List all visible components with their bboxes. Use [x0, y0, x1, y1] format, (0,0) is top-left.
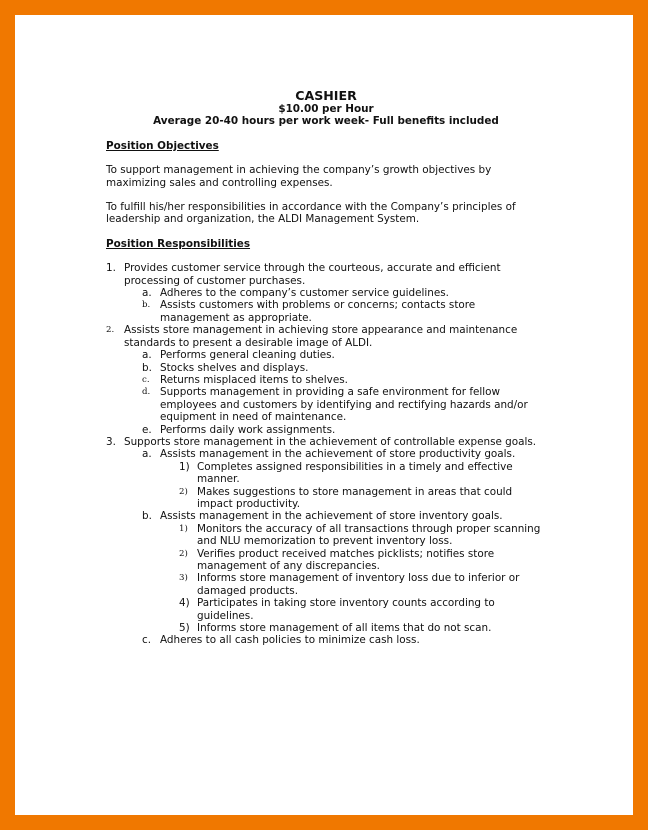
- responsibilities-heading: Position Responsibilities: [106, 237, 251, 250]
- sub-list-item: [106, 634, 546, 646]
- list-marker: c.: [142, 634, 152, 647]
- nested-list-item: [106, 461, 546, 486]
- list-item-text: Returns misplaced items to shelves.: [160, 373, 348, 386]
- list-marker: a.: [142, 349, 152, 362]
- document-page: [15, 15, 633, 815]
- nested-list-item: [106, 622, 546, 634]
- list-marker: e.: [142, 423, 152, 436]
- objective-paragraph: To support management in achieving the company’s growth objectives by maximizing sales and controlling expenses.: [106, 164, 492, 189]
- job-title: CASHIER: [295, 88, 357, 103]
- sub-list-item: [106, 424, 546, 436]
- list-item-text: Informs store management of inventory loss due to inferior or damaged products.: [197, 572, 520, 597]
- list-marker: b.: [142, 361, 152, 374]
- sub-list-item: [106, 448, 546, 460]
- list-item-text: Assists customers with problems or concerns; contacts store management as appropriate.: [160, 299, 476, 324]
- list-item-text: Monitors the accuracy of all transactions through proper scanning and NLU memorization to prevent inventory loss.: [197, 522, 541, 548]
- sub-list-item: [106, 362, 546, 374]
- list-marker: a.: [142, 448, 152, 461]
- list-item-text: Performs general cleaning duties.: [160, 349, 335, 362]
- list-item-text: Performs daily work assignments.: [160, 423, 336, 436]
- responsibilities-list: [106, 262, 546, 647]
- list-marker: 2): [179, 486, 188, 497]
- sub-list-item: [106, 349, 546, 361]
- list-marker: b.: [142, 510, 152, 523]
- list-marker: 1): [179, 460, 190, 473]
- document-body: [106, 88, 546, 647]
- list-item-text: Adheres to the company’s customer service guidelines.: [160, 287, 449, 300]
- list-item-text: Assists management in the achievement of store inventory goals.: [160, 510, 503, 523]
- list-item-text: Assists store management in achieving store appearance and maintenance standards to present a desirable image of ALDI.: [124, 324, 518, 349]
- list-marker: 2): [179, 548, 188, 559]
- list-item-text: Provides customer service through the courteous, accurate and efficient processing of customer purchases.: [124, 262, 501, 287]
- sub-list-item: [106, 386, 546, 423]
- list-marker: a.: [142, 287, 152, 300]
- list-marker: 1.: [106, 262, 116, 275]
- hours-benefits: Average 20-40 hours per work week- Full benefits included: [153, 115, 499, 128]
- pay-rate: $10.00 per Hour: [278, 103, 374, 115]
- document-header: [106, 88, 546, 128]
- nested-list-item: [106, 597, 546, 622]
- list-item: [106, 436, 546, 448]
- list-item-text: Stocks shelves and displays.: [160, 361, 309, 374]
- nested-list-item: [106, 486, 546, 511]
- sub-list-item: [106, 374, 546, 386]
- list-marker: 3): [179, 573, 188, 584]
- objective-paragraph: To fulfill his/her responsibilities in accordance with the Company’s principles of leadership and organization, the ALDI Management System.: [106, 201, 516, 226]
- list-item-text: Supports store management in the achievement of controllable expense goals.: [124, 435, 537, 448]
- nested-list-item: [106, 523, 546, 548]
- sub-list-item: [106, 510, 546, 522]
- list-marker: c.: [142, 374, 150, 385]
- list-item-text: Assists management in the achievement of store productivity goals.: [160, 448, 516, 461]
- objectives-heading: Position Objectives: [106, 139, 219, 152]
- nested-list-item: [106, 548, 546, 573]
- list-marker: 1): [179, 523, 188, 534]
- list-item-text: Adheres to all cash policies to minimize cash loss.: [160, 634, 420, 647]
- list-item: [106, 324, 546, 349]
- list-marker: d.: [142, 387, 151, 398]
- list-item-text: Informs store management of all items that do not scan.: [197, 622, 492, 635]
- list-item-text: Supports management in providing a safe environment for fellow employees and customers by identifying and rectifying hazards and/or equipment in need of maintenance.: [160, 386, 528, 424]
- list-item: [106, 262, 546, 287]
- list-marker: 5): [179, 622, 190, 635]
- sub-list-item: [106, 299, 546, 324]
- list-marker: 2.: [106, 325, 115, 336]
- list-item-text: Makes suggestions to store management in areas that could impact productivity.: [197, 485, 513, 510]
- list-marker: b.: [142, 300, 151, 311]
- list-item-text: Verifies product received matches picklists; notifies store management of any discrepancies.: [197, 547, 495, 572]
- nested-list-item: [106, 572, 546, 597]
- list-marker: 4): [179, 597, 190, 610]
- list-item-text: Participates in taking store inventory counts according to guidelines.: [197, 597, 495, 622]
- list-marker: 3.: [106, 435, 116, 448]
- sub-list-item: [106, 287, 546, 299]
- list-item-text: Completes assigned responsibilities in a timely and effective manner.: [197, 460, 513, 486]
